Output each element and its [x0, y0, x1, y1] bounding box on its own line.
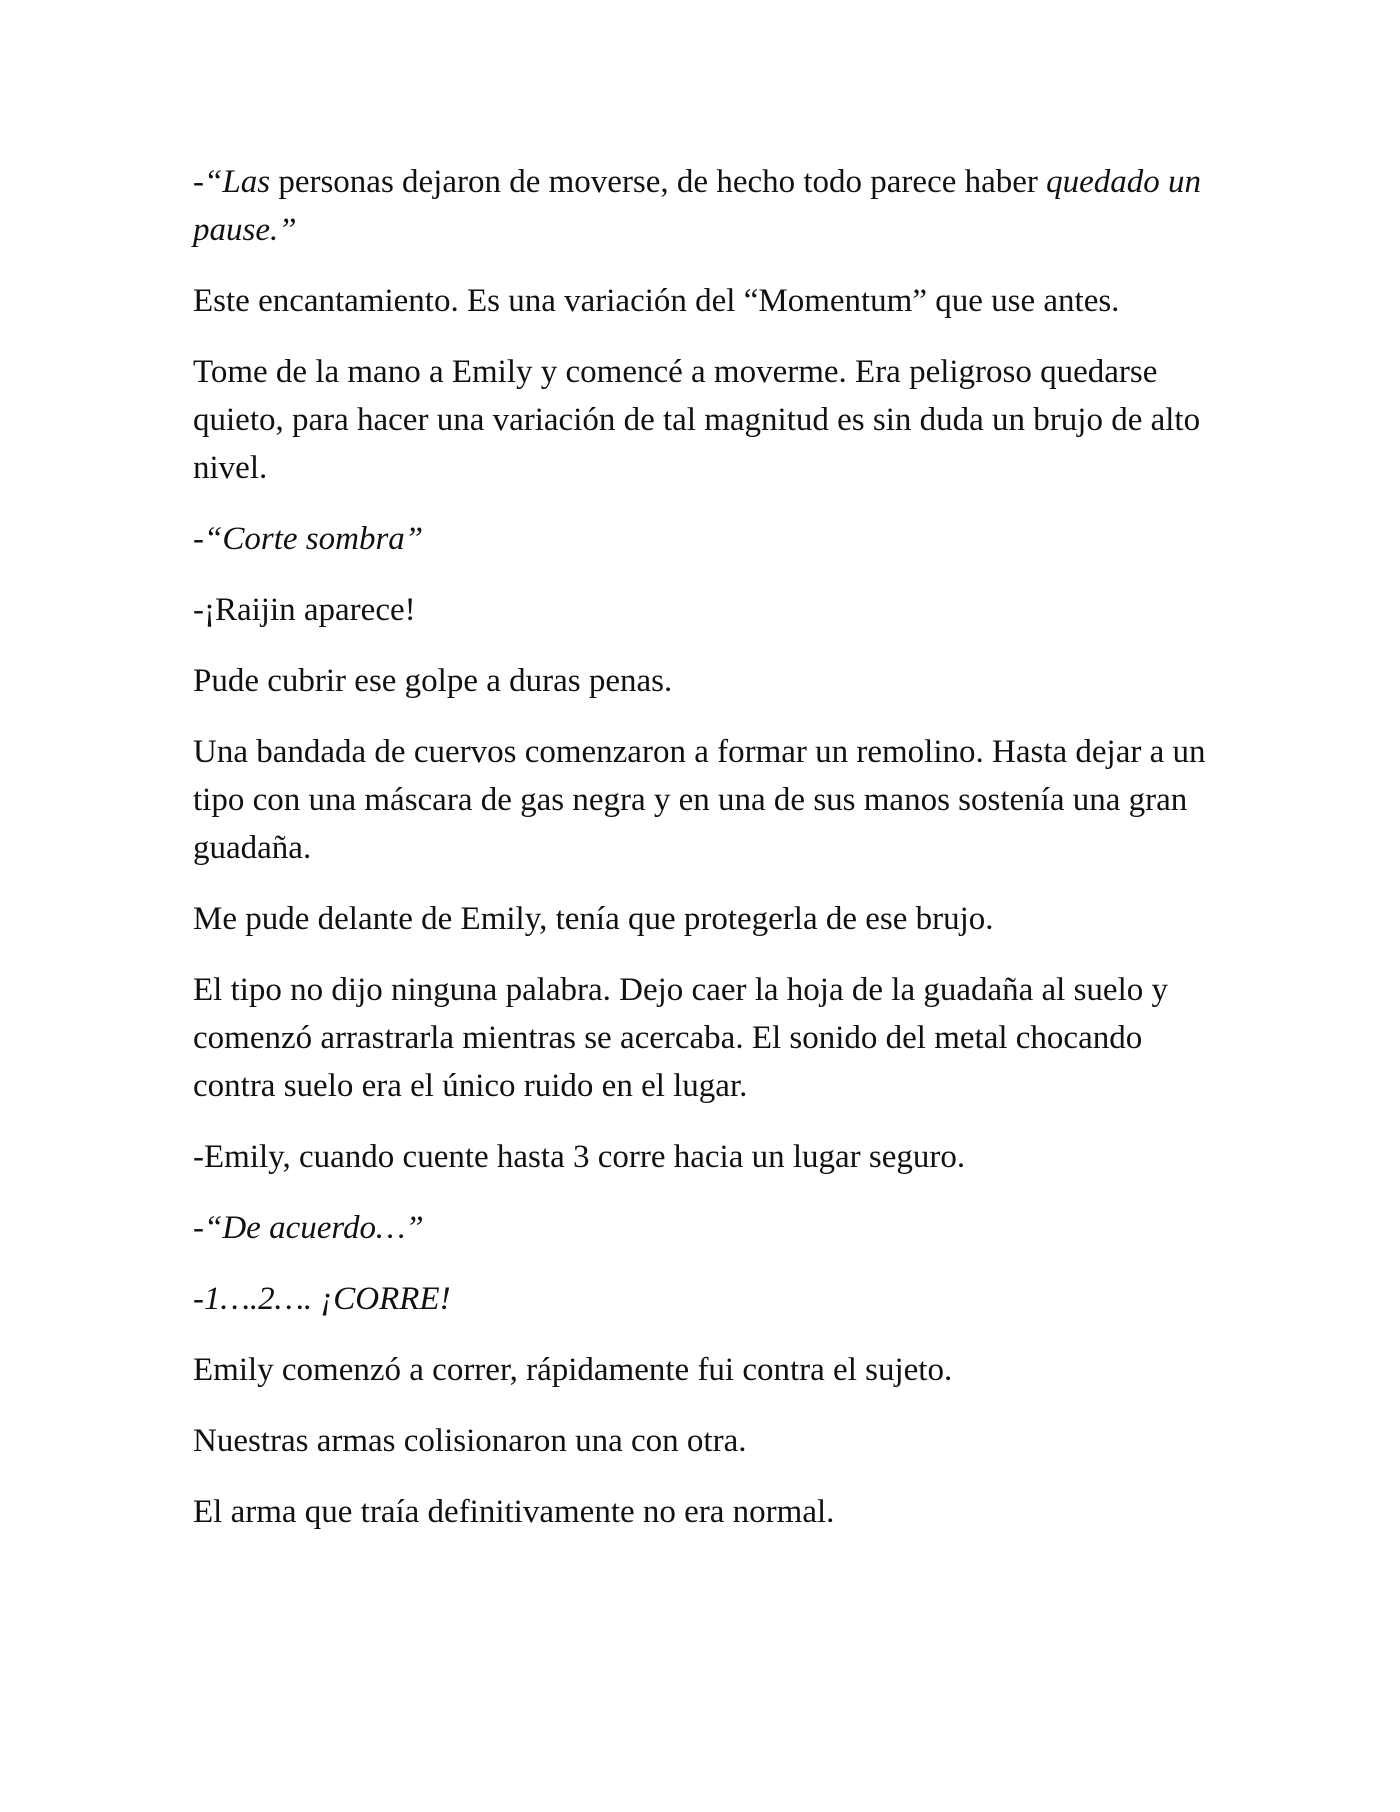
paragraph-10: -Emily, cuando cuente hasta 3 corre hacia un lugar seguro.	[193, 1139, 966, 1175]
paragraph-8: Me pude delante de Emily, tenía que protegerla de ese brujo.	[193, 901, 994, 937]
paragraph-6: Pude cubrir ese golpe a duras penas.	[193, 663, 673, 699]
paragraph-9: El tipo no dijo ninguna palabra. Dejo caer la hoja de la guadaña al suelo y comenzó arrastrarla mientras se acercaba. El sonido del metal chocando contra suelo era el único ruido en el lugar.	[193, 972, 1168, 1104]
paragraph-15: El arma que traía definitivamente no era normal.	[193, 1494, 835, 1530]
paragraph-text: personas dejaron de moverse, de hecho todo parece haber	[270, 164, 1047, 200]
paragraph-2: Este encantamiento. Es una variación del “Momentum” que use antes.	[193, 283, 1120, 319]
dialogue-dash: -	[193, 1210, 204, 1246]
paragraph-1	[193, 158, 1223, 254]
paragraph-12: -1….2…. ¡CORRE!	[193, 1281, 451, 1317]
italic-text: “Las	[204, 164, 271, 200]
paragraph-14: Nuestras armas colisionaron una con otra.	[193, 1423, 747, 1459]
paragraph-4	[193, 515, 1223, 563]
italic-text: “De acuerdo…”	[204, 1210, 424, 1246]
italic-text: quedado un pause.”	[193, 164, 1202, 248]
dialogue-dash: -	[193, 164, 204, 200]
paragraph-5: -¡Raijin aparece!	[193, 592, 416, 628]
paragraph-13: Emily comenzó a correr, rápidamente fui contra el sujeto.	[193, 1352, 953, 1388]
paragraph-11	[193, 1204, 1223, 1252]
italic-text: “Corte sombra”	[204, 521, 424, 557]
dialogue-dash: -	[193, 521, 204, 557]
paragraph-7: Una bandada de cuervos comenzaron a formar un remolino. Hasta dejar a un tipo con una máscara de gas negra y en una de sus manos sostenía una gran guadaña.	[193, 734, 1206, 866]
document-body	[193, 158, 1223, 1559]
paragraph-3: Tome de la mano a Emily y comencé a moverme. Era peligroso quedarse quieto, para hacer una variación de tal magnitud es sin duda un brujo de alto nivel.	[193, 354, 1201, 486]
